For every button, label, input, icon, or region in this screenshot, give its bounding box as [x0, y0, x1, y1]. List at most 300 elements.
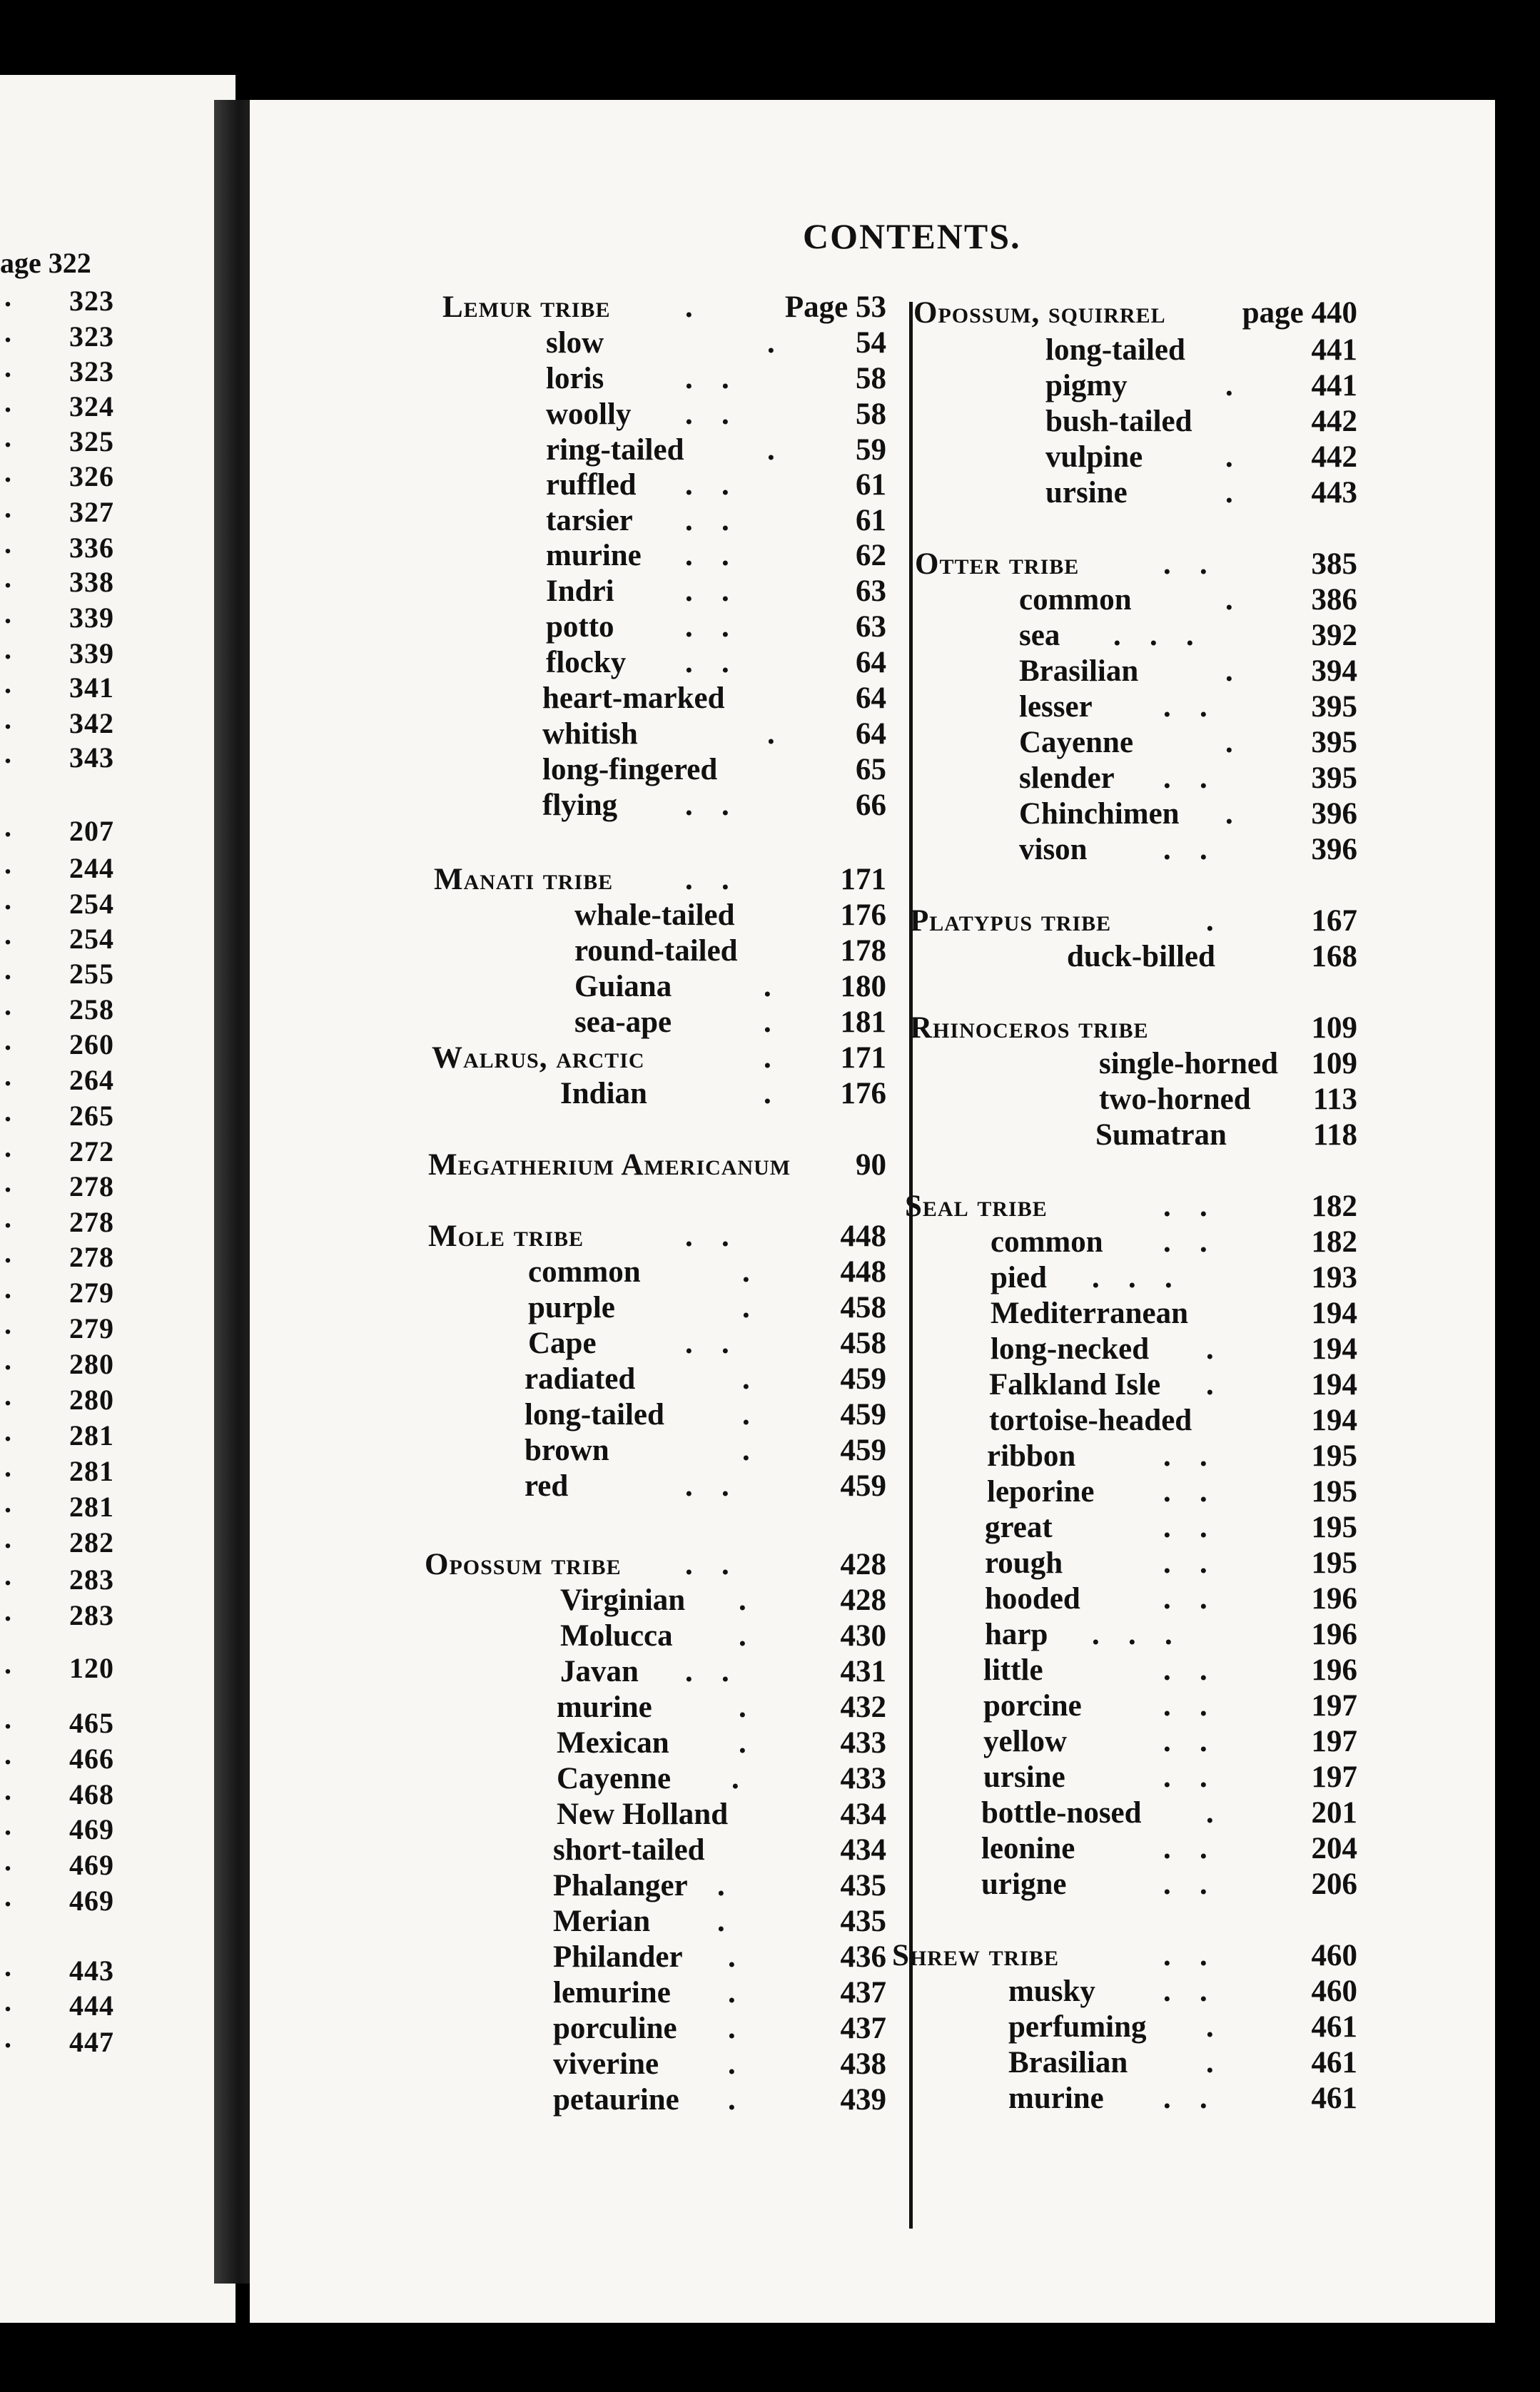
left-page-leader-dot: .	[4, 1648, 11, 1680]
page-number: 54	[856, 326, 886, 360]
left-page-number: 278	[69, 1170, 114, 1202]
entry-label: rough	[985, 1546, 1063, 1580]
contents-entry-row	[250, 761, 1495, 796]
page-number: 428	[840, 1548, 886, 1581]
contents-entry-row	[250, 1439, 1495, 1474]
entry-label: viverine	[553, 2047, 659, 2081]
contents-entry-row	[250, 618, 1495, 654]
page-number: 437	[840, 2012, 886, 2045]
entry-label: long-fingered	[542, 753, 718, 786]
page-number: 65	[856, 753, 886, 786]
page-number: 441	[1311, 369, 1357, 402]
contents-heading-row	[250, 1010, 1495, 1046]
left-page-number: 272	[69, 1135, 114, 1167]
entry-label: pied	[991, 1261, 1047, 1294]
page-number: 195	[1311, 1439, 1357, 1473]
entry-label: tarsier	[546, 504, 633, 537]
leader-dots: .	[1225, 654, 1235, 688]
left-page-leader-dot: .	[4, 1451, 11, 1483]
page-number: 395	[1311, 726, 1357, 759]
entry-label: Otter tribe	[915, 547, 1080, 581]
left-page-leader-dot: .	[4, 1095, 11, 1127]
entry-label: sea-ape	[574, 1005, 672, 1039]
left-page-number: 341	[69, 672, 114, 704]
page-number: 434	[840, 1798, 886, 1831]
page-number: 438	[840, 2047, 886, 2081]
leader-dots: . .	[1163, 1760, 1209, 1794]
left-page-number: 279	[69, 1312, 114, 1344]
entry-label: Philander	[553, 1940, 683, 1974]
leader-dots: .	[1225, 583, 1235, 617]
leader-dots: . .	[1163, 690, 1209, 724]
entry-label: harp	[985, 1618, 1048, 1651]
leader-dots: .	[764, 1041, 773, 1075]
entry-label: slow	[546, 326, 604, 360]
page-number: 395	[1311, 690, 1357, 724]
page-number: 109	[1311, 1011, 1357, 1045]
page-number: 167	[1311, 904, 1357, 938]
entry-label: Megatherium Americanum	[428, 1148, 791, 1182]
leader-dots: . .	[1163, 1653, 1209, 1687]
contents-entry-row	[250, 654, 1495, 689]
entry-label: Brasilian	[1008, 2046, 1128, 2079]
entry-label: Manati tribe	[434, 863, 614, 896]
left-page-leader-dot: .	[4, 811, 11, 843]
leader-dots: .	[742, 1398, 751, 1431]
left-page-leader-dot: .	[4, 562, 11, 594]
leader-dots: . . .	[1113, 619, 1195, 652]
left-page-leader-dot: .	[4, 597, 11, 629]
leader-dots: . .	[1163, 1546, 1209, 1580]
page-number: 435	[840, 1905, 886, 1938]
page-number: 442	[1311, 440, 1357, 474]
left-page-leader-dot: .	[4, 1774, 11, 1806]
contents-heading-row	[250, 1189, 1495, 1225]
page-number: 180	[840, 970, 886, 1003]
entry-label: ruffled	[546, 468, 637, 502]
left-page-leader-dot: .	[4, 351, 11, 383]
page-number: 204	[1311, 1832, 1357, 1865]
page-number: 171	[840, 863, 886, 896]
leader-dots: .	[767, 326, 776, 360]
entry-label: red	[525, 1469, 569, 1503]
leader-dots: .	[717, 1869, 726, 1902]
entry-label: petaurine	[553, 2083, 679, 2117]
leader-dots: . .	[685, 646, 731, 679]
leader-dots: .	[764, 970, 773, 1003]
left-page-number: 323	[69, 320, 114, 353]
entry-label: ribbon	[987, 1439, 1076, 1473]
leader-dots: .	[1225, 369, 1235, 402]
page-number: 195	[1311, 1511, 1357, 1544]
left-page-number: 260	[69, 1028, 114, 1060]
left-page-number: 443	[69, 1955, 114, 1987]
entry-label: musky	[1008, 1975, 1095, 2008]
left-page-number: 338	[69, 566, 114, 598]
left-page-number: 255	[69, 958, 114, 990]
left-page-number: 281	[69, 1491, 114, 1523]
leader-dots: .	[1206, 904, 1215, 938]
entry-label: Opossum, squirrel	[913, 296, 1166, 330]
entry-label: leporine	[987, 1475, 1095, 1509]
leader-dots: .	[767, 717, 776, 751]
entry-label: loris	[546, 362, 604, 395]
page-number: 193	[1311, 1261, 1357, 1294]
page-number: 61	[856, 468, 886, 502]
leader-dots: .	[728, 1940, 737, 1974]
entry-label: flocky	[546, 646, 627, 679]
entry-label: lesser	[1019, 690, 1093, 724]
left-page-heading: age 322	[0, 247, 91, 279]
entry-label: yellow	[983, 1725, 1068, 1758]
leader-dots: . .	[1163, 1832, 1209, 1865]
contents-entry-row	[250, 1296, 1495, 1332]
leader-dots: .	[742, 1362, 751, 1396]
left-page-number: 469	[69, 1849, 114, 1881]
contents-entry-row	[250, 939, 1495, 975]
leader-dots: .	[731, 1762, 741, 1795]
page-number: page 440	[1242, 296, 1357, 330]
entry-label: ursine	[983, 1760, 1065, 1794]
page-number: 431	[840, 1655, 886, 1688]
page-number: 461	[1311, 2082, 1357, 2115]
leader-dots: .	[728, 2012, 737, 2045]
entry-label: porcine	[983, 1689, 1082, 1723]
entry-label: Indian	[560, 1077, 647, 1110]
page-number: 433	[840, 1726, 886, 1760]
page-number: 195	[1311, 1475, 1357, 1509]
left-page-number: 280	[69, 1348, 114, 1380]
entry-label: Indri	[546, 574, 614, 608]
left-page-number: 278	[69, 1206, 114, 1238]
entry-label: bottle-nosed	[981, 1796, 1142, 1830]
left-page-leader-dot: .	[4, 421, 11, 453]
page-number: 168	[1311, 940, 1357, 973]
entry-label: murine	[557, 1691, 652, 1724]
entry-label: whitish	[542, 717, 638, 751]
contents-entry-row	[250, 1795, 1495, 1831]
left-page-number: 468	[69, 1778, 114, 1810]
page-number: 178	[840, 934, 886, 968]
contents-entry-row	[250, 475, 1495, 511]
leader-dots: . .	[1163, 1689, 1209, 1723]
left-page-leader-dot: .	[4, 492, 11, 524]
entry-label: Mexican	[557, 1726, 669, 1760]
leader-dots: . .	[685, 789, 731, 822]
entry-label: Phalanger	[553, 1869, 688, 1902]
page-number: 196	[1311, 1618, 1357, 1651]
left-page-number: 326	[69, 460, 114, 492]
page-number: 176	[840, 898, 886, 932]
entry-label: Mole tribe	[428, 1220, 584, 1253]
entry-label: Virginian	[560, 1583, 686, 1617]
left-page-leader-dot: .	[4, 2022, 11, 2054]
left-page-number: 325	[69, 425, 114, 457]
left-page-number: 447	[69, 2026, 114, 2058]
contents-entry-row	[250, 1974, 1495, 2010]
entry-label: Merian	[553, 1905, 651, 1938]
page-number: 58	[856, 397, 886, 431]
entry-label: perfuming	[1008, 2010, 1147, 2044]
page-number: 62	[856, 539, 886, 572]
left-page-number: 327	[69, 496, 114, 528]
page-number: 195	[1311, 1546, 1357, 1580]
contents-entry-row	[250, 582, 1495, 618]
leader-dots: . .	[1163, 1511, 1209, 1544]
page-number: 194	[1311, 1368, 1357, 1402]
contents-entry-row	[250, 796, 1495, 832]
page-number: 385	[1311, 547, 1357, 581]
page-number: 182	[1311, 1190, 1357, 1223]
left-page-leader-dot: .	[4, 1703, 11, 1735]
entry-label: potto	[546, 610, 614, 644]
contents-entry-row	[250, 1831, 1495, 1867]
page-number: 459	[840, 1398, 886, 1431]
page-number: 394	[1311, 654, 1357, 688]
entry-label: Rhinoceros tribe	[910, 1011, 1149, 1045]
left-page-leader-dot: .	[4, 1202, 11, 1234]
entry-label: whale-tailed	[574, 898, 735, 932]
contents-entry-row	[250, 689, 1495, 725]
page-number: 206	[1311, 1868, 1357, 1901]
leader-dots: . .	[1163, 1475, 1209, 1509]
entry-label: great	[985, 1511, 1053, 1544]
page-number: 386	[1311, 583, 1357, 617]
entry-label: urigne	[981, 1868, 1067, 1901]
entry-label: hooded	[985, 1582, 1080, 1616]
page-number: 396	[1311, 797, 1357, 831]
contents-entry-row	[250, 1510, 1495, 1546]
entry-label: porculine	[553, 2012, 677, 2045]
page-number: 459	[840, 1434, 886, 1467]
entry-label: Lemur tribe	[442, 290, 611, 324]
page-number: 459	[840, 1362, 886, 1396]
left-page-number: 264	[69, 1064, 114, 1096]
entry-label: vison	[1019, 833, 1088, 866]
entry-label: leonine	[981, 1832, 1075, 1865]
leader-dots: .	[1225, 797, 1235, 831]
left-page-leader-dot: .	[4, 848, 11, 880]
left-page-number: 244	[69, 852, 114, 884]
page-number: 66	[856, 789, 886, 822]
contents-heading-row	[250, 295, 1495, 331]
left-page-leader-dot: .	[4, 703, 11, 735]
entry-label: bush-tailed	[1045, 405, 1192, 438]
page-number: 194	[1311, 1332, 1357, 1366]
page-number: 118	[1312, 1118, 1357, 1152]
entry-label: round-tailed	[574, 934, 738, 968]
entry-label: Javan	[560, 1655, 639, 1688]
page-title: CONTENTS.	[803, 216, 1021, 256]
left-page-number: 281	[69, 1419, 114, 1451]
page-number: 196	[1311, 1653, 1357, 1687]
contents-entry-row	[250, 1082, 1495, 1118]
entry-label: two-horned	[1099, 1083, 1251, 1116]
page-number: 182	[1311, 1225, 1357, 1259]
entry-label: woolly	[546, 397, 632, 431]
left-page-number: 254	[69, 888, 114, 920]
left-page-leader-dot: .	[4, 667, 11, 699]
entry-label: Platypus tribe	[910, 904, 1112, 938]
leader-dots: . .	[685, 1548, 731, 1581]
left-page-number: 258	[69, 993, 114, 1025]
page-number: 58	[856, 362, 886, 395]
left-page-leader-dot: .	[4, 1308, 11, 1340]
leader-dots: .	[1206, 1332, 1215, 1366]
entry-label: Cape	[528, 1327, 597, 1360]
leader-dots: .	[1206, 1368, 1215, 1402]
entry-label: tortoise-headed	[989, 1404, 1192, 1437]
left-page-leader-dot: .	[4, 316, 11, 348]
left-page-number: 336	[69, 532, 114, 564]
left-page-leader-dot: .	[4, 1486, 11, 1519]
left-page-number: 207	[69, 815, 114, 847]
left-page-number: 444	[69, 1990, 114, 2022]
left-page-leader-dot: .	[4, 386, 11, 418]
leader-dots: . .	[685, 1469, 731, 1503]
left-page-leader-dot: .	[4, 1237, 11, 1269]
page-number: 432	[840, 1691, 886, 1724]
leader-dots: . .	[685, 539, 731, 572]
entry-label: single-horned	[1099, 1047, 1278, 1080]
leader-dots: .	[742, 1255, 751, 1289]
entry-label: Molucca	[560, 1619, 673, 1653]
leader-dots: .	[1206, 2010, 1215, 2044]
page-number: 461	[1311, 2010, 1357, 2044]
leader-dots: .	[739, 1619, 748, 1653]
page-number: 64	[856, 717, 886, 751]
left-page-leader-dot: .	[4, 456, 11, 488]
page-number: 395	[1311, 761, 1357, 795]
left-page-number: 323	[69, 355, 114, 387]
entry-label: Brasilian	[1019, 654, 1139, 688]
left-page-number: 469	[69, 1885, 114, 1917]
entry-label: sea	[1019, 619, 1060, 652]
contents-entry-row	[250, 404, 1495, 440]
left-page-leader-dot: .	[4, 918, 11, 951]
leader-dots: .	[728, 1976, 737, 2010]
leader-dots: . .	[685, 397, 731, 431]
entry-label: common	[991, 1225, 1103, 1259]
left-page-number: 279	[69, 1277, 114, 1309]
leader-dots: .	[739, 1691, 748, 1724]
contents-entry-row	[250, 1617, 1495, 1653]
page-number: 113	[1312, 1083, 1357, 1116]
page-number: 392	[1311, 619, 1357, 652]
left-page-leader-dot: .	[4, 527, 11, 559]
left-page-leader-dot: .	[4, 1950, 11, 1982]
entry-label: Mediterranean	[991, 1297, 1189, 1330]
page-number: Page 53	[784, 290, 886, 324]
entry-label: New Holland	[557, 1798, 729, 1831]
entry-label: Sumatran	[1095, 1118, 1227, 1152]
page-number: 64	[856, 681, 886, 715]
left-page-leader-dot: .	[4, 1272, 11, 1304]
entry-label: flying	[542, 789, 618, 822]
page-number: 458	[840, 1327, 886, 1360]
left-page-leader-dot: .	[4, 953, 11, 985]
entry-label: slender	[1019, 761, 1115, 795]
entry-label: Walrus, arctic	[432, 1041, 645, 1075]
page-number: 63	[856, 610, 886, 644]
left-page-leader-dot: .	[4, 280, 11, 313]
leader-dots: . .	[685, 1327, 731, 1360]
contents-entry-row	[250, 1403, 1495, 1439]
left-page-number: 324	[69, 390, 114, 422]
leader-dots: . .	[1163, 1868, 1209, 1901]
page-number: 441	[1311, 333, 1357, 367]
leader-dots: . .	[685, 1655, 731, 1688]
page-number: 196	[1311, 1582, 1357, 1616]
page-number: 448	[840, 1220, 886, 1253]
entry-label: heart-marked	[542, 681, 725, 715]
page-number: 437	[840, 1976, 886, 2010]
left-page-number: 120	[69, 1652, 114, 1684]
entry-label: ring-tailed	[546, 433, 684, 467]
contents-entry-row	[250, 333, 1495, 368]
entry-label: short-tailed	[553, 1833, 705, 1867]
entry-label: common	[1019, 583, 1132, 617]
page-number: 442	[1311, 405, 1357, 438]
page-number: 458	[840, 1291, 886, 1324]
left-page-leader-dot: .	[4, 1415, 11, 1447]
contents-entry-row	[250, 1688, 1495, 1724]
leader-dots: . .	[1163, 1582, 1209, 1616]
leader-dots: . .	[1163, 1939, 1209, 1972]
contents-entry-row	[250, 1581, 1495, 1617]
left-page-number: 283	[69, 1564, 114, 1596]
left-page-leader-dot: .	[4, 1060, 11, 1092]
entry-label: Seal tribe	[905, 1190, 1048, 1223]
left-page-leader-dot: .	[4, 1522, 11, 1554]
page-number: 64	[856, 646, 886, 679]
contents-entry-row	[250, 368, 1495, 404]
leader-dots: .	[742, 1291, 751, 1324]
left-page-number: 343	[69, 741, 114, 774]
contents-entry-row	[250, 2045, 1495, 2081]
contents-entry-row	[250, 1474, 1495, 1510]
left-page-number: 278	[69, 1241, 114, 1273]
leader-dots: . .	[1163, 1225, 1209, 1259]
left-page-number: 469	[69, 1813, 114, 1845]
leader-dots: .	[739, 1726, 748, 1760]
page-number: 197	[1311, 1689, 1357, 1723]
left-page-leader-dot: .	[4, 1131, 11, 1163]
page-number: 436	[840, 1940, 886, 1974]
contents-heading-row	[250, 547, 1495, 582]
contents-entry-row	[250, 725, 1495, 761]
page-number: 459	[840, 1469, 886, 1503]
page-number: 176	[840, 1077, 886, 1110]
leader-dots: . .	[1163, 833, 1209, 866]
leader-dots: .	[767, 433, 776, 467]
left-page-number: 466	[69, 1743, 114, 1775]
contents-page	[250, 100, 1495, 2323]
leader-dots: . . .	[1092, 1618, 1174, 1651]
page-number: 434	[840, 1833, 886, 1867]
contents-entry-row	[250, 1724, 1495, 1760]
left-page-leader-dot: .	[4, 1559, 11, 1591]
contents-entry-row	[250, 1760, 1495, 1795]
left-page-number: 282	[69, 1526, 114, 1559]
contents-heading-row	[250, 1938, 1495, 1974]
leader-dots: . .	[1163, 1190, 1209, 1223]
page-number: 171	[840, 1041, 886, 1075]
left-page-leader-dot: .	[4, 1845, 11, 1877]
leader-dots: .	[728, 2083, 737, 2117]
leader-dots: . .	[1163, 1975, 1209, 2008]
page-number: 460	[1311, 1939, 1357, 1972]
